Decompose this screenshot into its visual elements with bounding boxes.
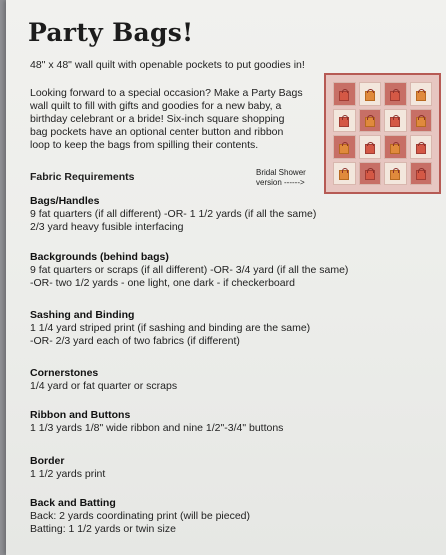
bag-icon (390, 117, 400, 127)
section-ribbon-buttons (30, 409, 283, 435)
intro-paragraph (30, 87, 330, 152)
bag-icon (339, 170, 349, 180)
section-line: Back: 2 yards coordinating print (will be pieced) (30, 510, 251, 522)
section-heading: Bags/Handles (30, 195, 100, 207)
section-heading: Sashing and Binding (30, 309, 135, 321)
intro-line: birthday celebrant or a bride! Six-inch square shopping (30, 113, 285, 125)
section-line: 1 1/4 yard striped print (if sashing and binding are the same) (30, 322, 311, 334)
section-backgrounds (30, 251, 348, 290)
caption-line: Bridal Shower (256, 168, 306, 177)
section-bags-handles (30, 195, 316, 234)
quilt-block (410, 109, 433, 133)
bag-icon (365, 91, 375, 101)
section-heading: Border (30, 455, 65, 467)
fabric-requirements-heading: Fabric Requirements (30, 171, 135, 183)
section-line: 9 fat quarters (if all different) -OR- 1 1/2 yards (if all the same) (30, 208, 317, 220)
caption-line: version ------> (256, 178, 305, 187)
quilt-block (410, 82, 433, 106)
quilt-block (384, 135, 407, 159)
bag-icon (365, 144, 375, 154)
quilt-caption (256, 168, 306, 188)
bag-icon (365, 117, 375, 127)
subtitle: 48" x 48" wall quilt with openable pockets to put goodies in! (30, 59, 305, 71)
bag-icon (416, 144, 426, 154)
intro-line: bag pockets have an optional center button and ribbon (30, 126, 284, 138)
quilt-block (333, 135, 356, 159)
section-line: 1/4 yard or fat quarter or scraps (30, 380, 178, 392)
bag-icon (390, 91, 400, 101)
section-line: -OR- 2/3 yard each of two fabrics (if different) (30, 335, 240, 347)
quilt-block (333, 82, 356, 106)
page-title: Party Bags! (28, 18, 194, 47)
section-heading: Back and Batting (30, 497, 116, 509)
quilt-block (333, 162, 356, 186)
section-cornerstones (30, 367, 177, 393)
bag-icon (416, 170, 426, 180)
bag-icon (339, 117, 349, 127)
quilt-block (410, 162, 433, 186)
bag-icon (390, 144, 400, 154)
section-back-batting (30, 497, 250, 536)
quilt-block (410, 135, 433, 159)
intro-line: loop to keep the bags from spilling their contents. (30, 139, 259, 151)
section-line: 9 fat quarters or scraps (if all different) -OR- 3/4 yard (if all the same) (30, 264, 349, 276)
section-heading: Backgrounds (behind bags) (30, 251, 169, 263)
quilt-block (359, 162, 382, 186)
section-line: -OR- two 1/2 yards - one light, one dark - if checkerboard (30, 277, 295, 289)
quilt-block (333, 109, 356, 133)
quilt-block (384, 109, 407, 133)
intro-line: Looking forward to a special occasion? Make a Party Bags (30, 87, 303, 99)
bag-icon (416, 117, 426, 127)
section-heading: Ribbon and Buttons (30, 409, 131, 421)
pattern-page (6, 0, 446, 555)
section-line: Batting: 1 1/2 yards or twin size (30, 523, 176, 535)
section-line: 1 1/3 yards 1/8" wide ribbon and nine 1/2"-3/4" buttons (30, 422, 284, 434)
quilt-block (384, 82, 407, 106)
quilt-block (359, 135, 382, 159)
bag-icon (365, 170, 375, 180)
section-line: 1 1/2 yards print (30, 468, 106, 480)
section-border (30, 455, 105, 481)
bag-icon (390, 170, 400, 180)
section-sashing-binding (30, 309, 310, 348)
quilt-block (359, 82, 382, 106)
intro-line: wall quilt to fill with gifts and goodies for a new baby, a (30, 100, 282, 112)
quilt-photo (324, 73, 441, 194)
bag-icon (339, 91, 349, 101)
section-heading: Cornerstones (30, 367, 99, 379)
section-line: 2/3 yard heavy fusible interfacing (30, 221, 184, 233)
bag-icon (416, 91, 426, 101)
quilt-block (359, 109, 382, 133)
quilt-block (384, 162, 407, 186)
bag-icon (339, 144, 349, 154)
